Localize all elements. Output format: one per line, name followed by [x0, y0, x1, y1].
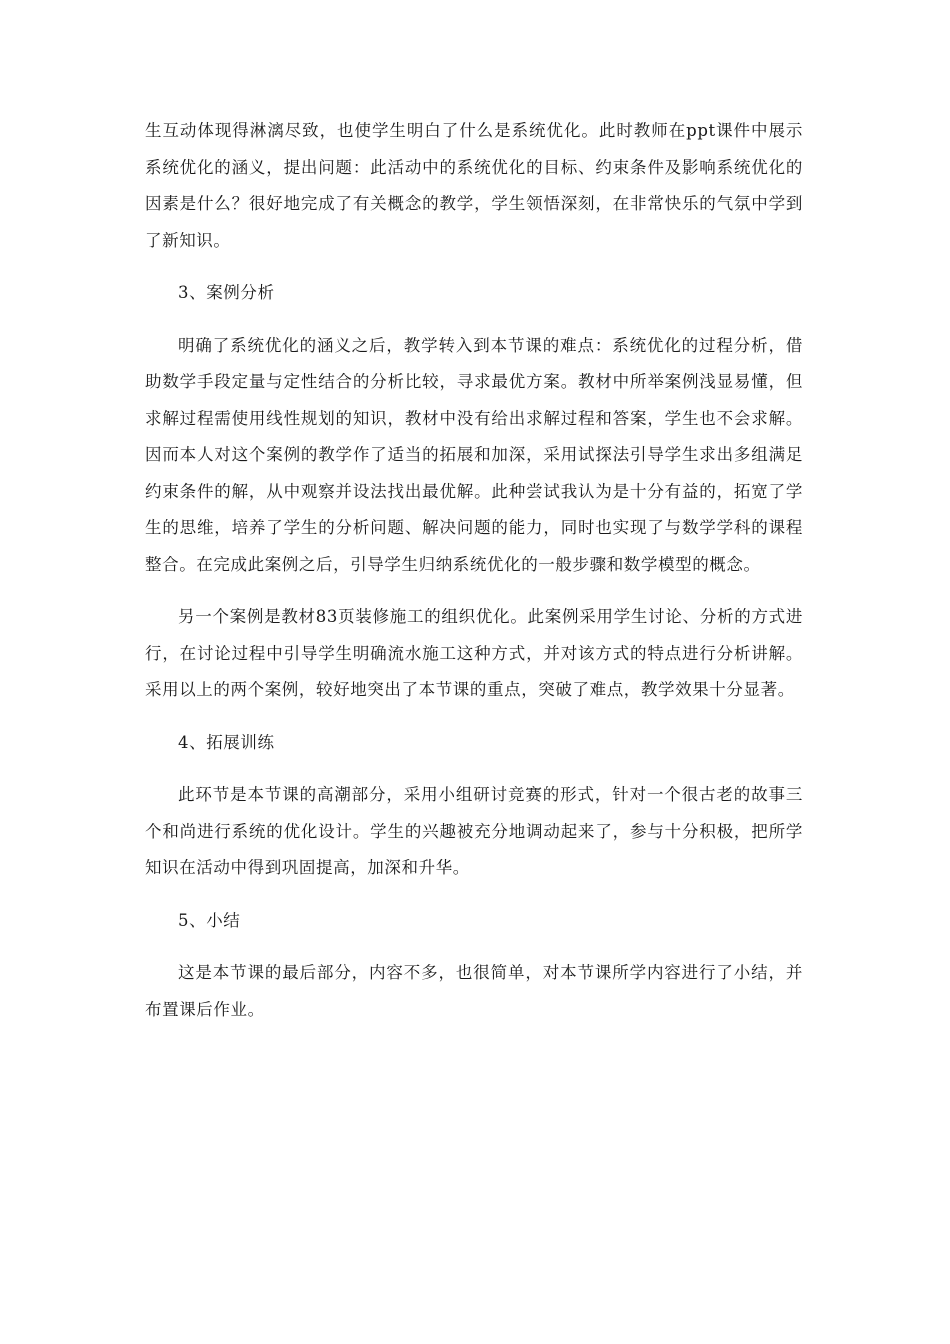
paragraph-gap	[145, 312, 803, 328]
paragraph-gap	[145, 887, 803, 903]
paragraph-gap	[145, 259, 803, 275]
paragraph-intro-continuation: 生互动体现得淋漓尽致，也使学生明白了什么是系统优化。此时教师在ppt课件中展示系统优化的涵义，提出问题：此活动中的系统优化的目标、约束条件及影响系统优化的因素是什么？很好地完成了有关概念的教学，学生领悟深刻，在非常快乐的气氛中学到了新知识。	[145, 121, 803, 250]
paragraph-case-analysis-2: 另一个案例是教材83页装修施工的组织优化。此案例采用学生讨论、分析的方式进行，在讨论过程中引导学生明确流水施工这种方式，并对该方式的特点进行分析讲解。采用以上的两个案例，较好地突出了本节课的重点，突破了难点，教学效果十分显著。	[145, 607, 803, 699]
section-heading-case-analysis: 3、案例分析	[178, 283, 275, 302]
paragraph-summary: 这是本节课的最后部分，内容不多，也很简单，对本节课所学内容进行了小结，并布置课后作业。	[145, 963, 803, 1019]
paragraph-gap	[145, 583, 803, 599]
section-heading-extension-training: 4、拓展训练	[178, 732, 275, 752]
paragraph-extension-training: 此环节是本节课的高潮部分，采用小组研讨竞赛的形式，针对一个很古老的故事三个和尚进行系统的优化设计。学生的兴趣被充分地调动起来了，参与十分积极，把所学知识在活动中得到巩固提高，加深和升华。	[145, 785, 803, 877]
document-page	[145, 113, 803, 1028]
section-heading-summary: 5、小结	[178, 910, 241, 930]
paragraph-gap	[145, 709, 803, 725]
paragraph-case-analysis-1: 明确了系统优化的涵义之后，教学转入到本节课的难点：系统优化的过程分析，借助数学手段定量与定性结合的分析比较，寻求最优方案。教材中所举案例浅显易懂，但求解过程需使用线性规划的知识，教材中没有给出求解过程和答案，学生也不会求解。因而本人对这个案例的教学作了适当的拓展和加深，采用试探法引导学生求出多组满足约束条件的解，从中观察并设法找出最优解。此种尝试我认为是十分有益的，拓宽了学生的思维，培养了学生的分析问题、解决问题的能力，同时也实现了与数学学科的课程整合。在完成此案例之后，引导学生归纳系统优化的一般步骤和数学模型的概念。	[145, 335, 803, 574]
paragraph-gap	[145, 761, 803, 777]
paragraph-gap	[145, 939, 803, 955]
